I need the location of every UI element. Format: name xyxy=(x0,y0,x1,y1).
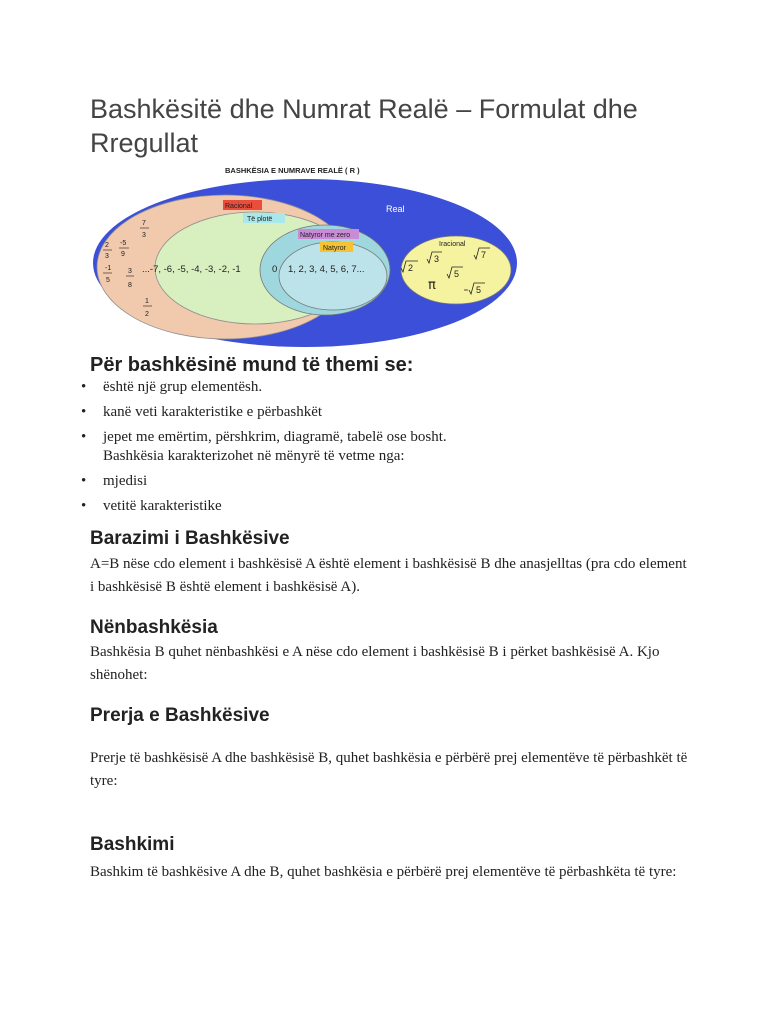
svg-text:3: 3 xyxy=(142,232,146,239)
rational-label: Racional xyxy=(225,203,253,210)
svg-text:2: 2 xyxy=(105,242,109,249)
zero-value: 0 xyxy=(272,264,278,275)
svg-text:9: 9 xyxy=(121,251,125,258)
section-equality-heading: Barazimi i Bashkësive xyxy=(90,528,290,549)
set-properties-list xyxy=(80,378,700,522)
svg-text:2: 2 xyxy=(408,263,414,273)
irrational-label: Iracional xyxy=(439,241,466,248)
section-intersection-heading: Prerja e Bashkësive xyxy=(90,705,270,726)
section-subset-heading: Nënbashkësia xyxy=(90,617,218,638)
page-title: Bashkësitë dhe Numrat Realë – Formulat dhe Rregullat xyxy=(90,94,638,158)
integer-label: Të plotë xyxy=(247,216,273,223)
real-label: Real xyxy=(386,204,405,214)
svg-text:3: 3 xyxy=(434,254,440,264)
svg-text:7: 7 xyxy=(142,220,146,227)
svg-text:1: 1 xyxy=(145,298,149,305)
section-intersection-text: Prerje të bashkësisë A dhe bashkësisë B, quhet bashkësia e përbërë prej elementëve të përbashkët të tyre: xyxy=(90,750,688,789)
diagram-caption: BASHKËSIA E NUMRAVE REALË ( R ) xyxy=(225,166,360,175)
negatives-list: ...-7, -6, -5, -4, -3, -2, -1 xyxy=(142,264,241,275)
list-item: • jepet me emërtim, përshkrim, diagramë, tabelë ose bosht. Bashkësia karakterizohet në mënyrë të vetme nga: xyxy=(80,428,700,466)
svg-text:8: 8 xyxy=(128,282,132,289)
svg-text:5: 5 xyxy=(106,277,110,284)
list-item: • është një grup elementësh. xyxy=(80,378,700,397)
section-equality-text: A=B nëse cdo element i bashkësisë A është element i bashkësisë B dhe anasjelltas (pra cdo element i bashkësisë B është element i bashkësisë A). xyxy=(90,556,687,595)
section-subset-text: Bashkësia B quhet nënbashkësi e A nëse cdo element i bashkësisë B i përket bashkësisë A. Kjo shënohet: xyxy=(90,644,660,683)
list-item: • mjedisi xyxy=(80,472,700,491)
section-union-text: Bashkim të bashkësive A dhe B, quhet bashkësia e përbërë prej elementëve të përbashkëta të tyre: xyxy=(90,864,677,880)
svg-text:3: 3 xyxy=(105,253,109,260)
list-item: • kanë veti karakteristike e përbashkët xyxy=(80,403,700,422)
naturals-list: 1, 2, 3, 4, 5, 6, 7... xyxy=(288,264,365,275)
svg-text:5: 5 xyxy=(476,285,482,295)
natural-label: Natyror xyxy=(323,245,346,252)
pi-symbol: π xyxy=(428,278,436,293)
section-union-heading: Bashkimi xyxy=(90,834,175,855)
svg-text:7: 7 xyxy=(481,250,487,260)
real-numbers-diagram xyxy=(90,160,520,350)
natural-set xyxy=(279,242,387,310)
svg-text:-1: -1 xyxy=(105,265,112,272)
list-subline: Bashkësia karakterizohet në mënyrë të vetme nga: xyxy=(103,448,405,464)
svg-text:5: 5 xyxy=(454,269,460,279)
svg-text:3: 3 xyxy=(128,268,132,275)
natural-zero-label: Natyror me zero xyxy=(300,232,351,239)
svg-text:2: 2 xyxy=(145,311,149,318)
svg-text:-5: -5 xyxy=(120,240,127,247)
list-item: • vetitë karakteristike xyxy=(80,497,700,516)
section-sets-heading: Për bashkësinë mund të themi se: xyxy=(90,354,414,376)
